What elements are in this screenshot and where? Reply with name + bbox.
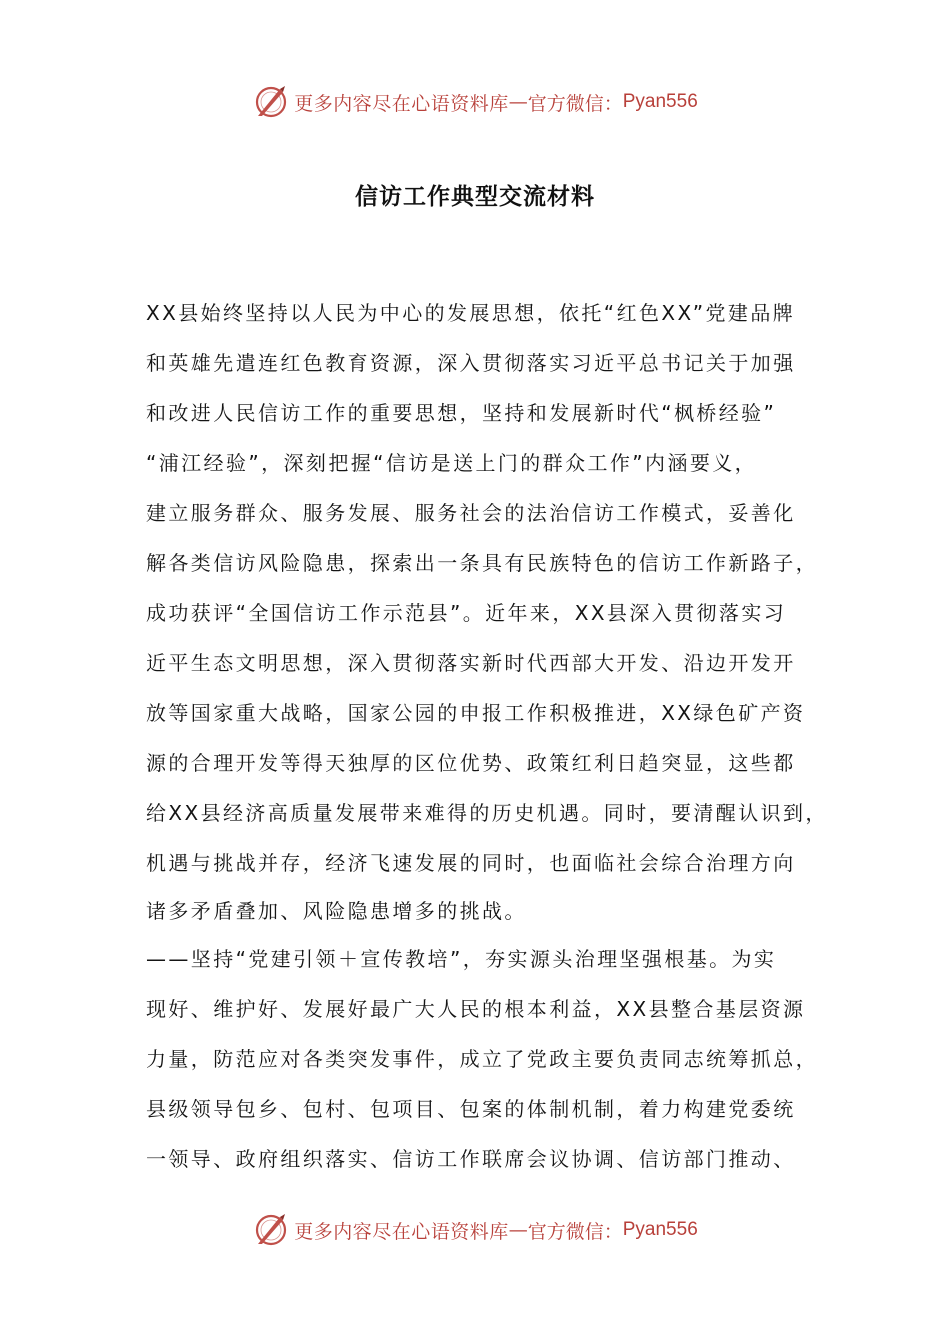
header-banner: [0, 80, 950, 124]
body-line: 近平生态文明思想，深入贯彻落实新时代西部大开发、沿边开发开: [146, 651, 796, 675]
body-line: “浦江经验”，深刻把握“信访是送上门的群众工作”内涵要义，: [146, 451, 758, 475]
body-line: 放等国家重大战略，国家公园的申报工作积极推进，XX绿色矿产资: [146, 701, 806, 725]
body-line: ——坚持“党建引领＋宣传教培”，夯实源头治理坚强根基。为实: [146, 947, 777, 971]
body-line: 源的合理开发等得天独厚的区位优势、政策红利日趋突显，这些都: [146, 751, 796, 775]
body-line: XX县始终坚持以人民为中心的发展思想，依托“红色XX”党建品牌: [146, 301, 796, 325]
body-line: 建立服务群众、服务发展、服务社会的法治信访工作模式，妥善化: [146, 501, 796, 525]
document-title: 信访工作典型交流材料: [355, 184, 595, 210]
quill-logo-icon: [252, 83, 290, 121]
banner-slogan: 更多内容尽在心语资料库: [294, 1220, 509, 1243]
body-line: 现好、维护好、发展好最广大人民的根本利益，XX县整合基层资源: [146, 997, 806, 1021]
quill-logo-icon: [252, 1211, 290, 1249]
body-line: 一领导、政府组织落实、信访工作联席会议协调、信访部门推动、: [146, 1147, 796, 1171]
banner-wechat-id: Pyan556: [622, 1219, 698, 1240]
banner-slogan: 更多内容尽在心语资料库: [294, 92, 509, 115]
body-line: 力量，防范应对各类突发事件，成立了党政主要负责同志统筹抓总，: [146, 1047, 818, 1071]
body-line: 成功获评“全国信访工作示范县”。近年来，XX县深入贯彻落实习: [146, 601, 787, 625]
body-line: 和英雄先遣连红色教育资源，深入贯彻落实习近平总书记关于加强: [146, 351, 796, 375]
body-line: 县级领导包乡、包村、包项目、包案的体制机制，着力构建党委统: [146, 1097, 796, 1121]
banner-wechat-label: 官方微信：: [527, 92, 623, 115]
document-body: [146, 288, 828, 1184]
body-line: 解各类信访风险隐患，探索出一条具有民族特色的信访工作新路子，: [146, 551, 818, 575]
banner-wechat-label: 官方微信：: [527, 1220, 623, 1243]
body-line: 和改进人民信访工作的重要思想，坚持和发展新时代“枫桥经验”: [146, 401, 777, 425]
body-line: 给XX县经济高质量发展带来难得的历史机遇。同时，要清醒认识到，: [146, 801, 828, 825]
banner-separator: —: [508, 1219, 528, 1241]
banner-wechat-id: Pyan556: [622, 91, 698, 112]
body-line: 机遇与挑战并存，经济飞速发展的同时，也面临社会综合治理方向: [146, 851, 796, 875]
footer-banner: [0, 1208, 950, 1252]
body-line: 诸多矛盾叠加、风险隐患增多的挑战。: [146, 899, 527, 923]
banner-separator: —: [508, 91, 528, 113]
